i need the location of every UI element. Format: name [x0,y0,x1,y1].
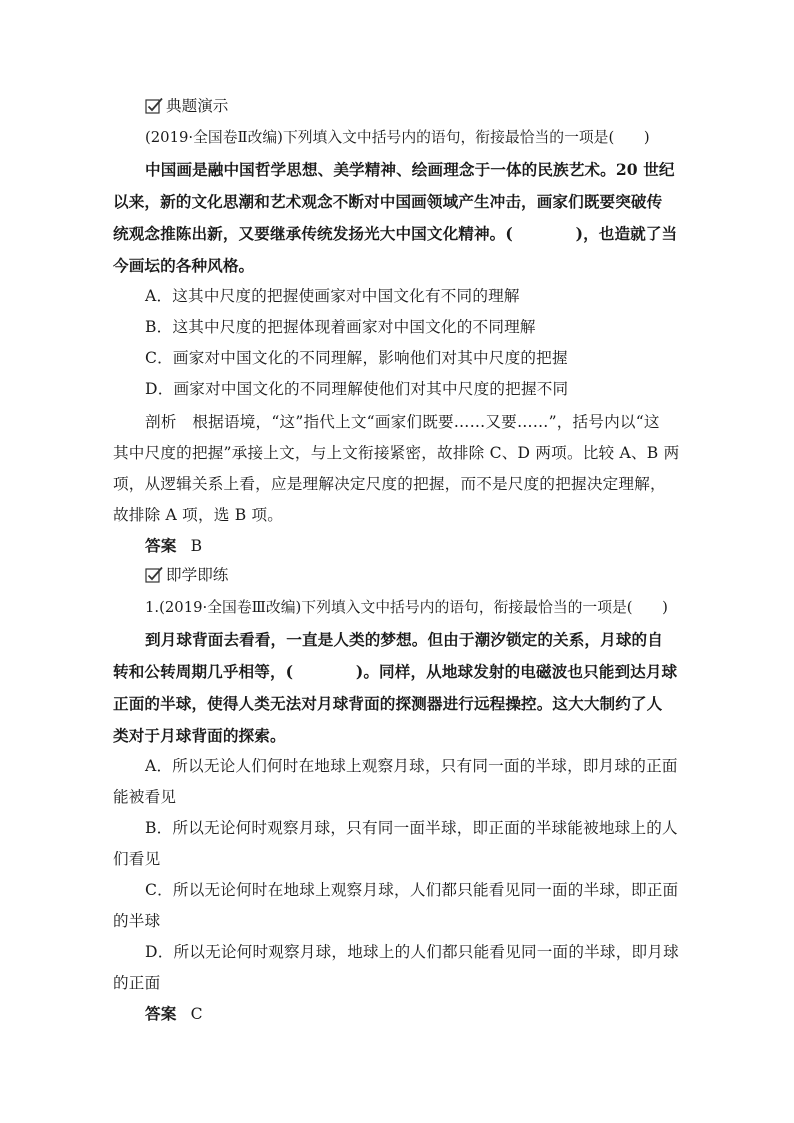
option-d: D．画家对中国文化的不同理解使他们对其中尺度的把握不同 [145,380,569,398]
question-stem: (2019·全国卷Ⅱ改编)下列填入文中括号内的语句，衔接最恰当的一项是( ) [145,129,650,146]
option-a-cont: 能被看见 [113,788,177,806]
answer-row [145,1004,203,1024]
analysis-line: 剖析 根据语境，“这”指代上文“画家们既要……又要……”，括号内以“这 [145,413,660,431]
answer-row [145,536,202,556]
analysis-line: 故排除 A 项，选 B 项。 [113,506,284,524]
checkbox-checked-icon [145,97,163,115]
option-d: D．所以无论何时观察月球，地球上的人们都只能看见同一面的半球，即月球 [145,943,679,961]
analysis-line: 项，从逻辑关系上看，应是理解决定尺度的把握，而不是尺度的把握决定理解， [113,475,666,493]
option-c: C．所以无论何时在地球上观察月球，人们都只能看见同一面的半球，即正面 [145,881,679,899]
passage-line: 转和公转周期几乎相等，( )。同样，从地球发射的电磁波也只能到达月球 [113,662,678,681]
section-heading-practice [145,565,228,585]
answer-label: 答案 [145,536,177,555]
passage-line: 今画坛的各种风格。 [113,256,255,275]
option-b: B．所以无论何时观察月球，只有同一面半球，即正面的半球能被地球上的人 [145,819,678,837]
passage-line: 类对于月球背面的探索。 [113,726,286,745]
question-stem: 1.(2019·全国卷Ⅲ改编)下列填入文中括号内的语句，衔接最恰当的一项是( ) [145,599,668,616]
answer-value: C [190,1005,203,1023]
option-b: B．这其中尺度的把握体现着画家对中国文化的不同理解 [145,318,536,336]
section-heading-example [145,96,228,116]
section-heading-text: 即学即练 [166,566,229,584]
passage-line: 统观念推陈出新，又要继承传统发扬光大中国文化精神。( )，也造就了当 [113,224,678,243]
option-a: A．这其中尺度的把握使画家对中国文化有不同的理解 [145,287,520,305]
option-c-cont: 的半球 [113,912,161,930]
analysis-line: 其中尺度的把握”承接上文，与上文衔接紧密，故排除 C、D 两项。比较 A、B 两 [113,444,680,462]
answer-label: 答案 [145,1004,177,1023]
passage-line: 以来，新的文化思潮和艺术观念不断对中国画领域产生冲击，画家们既要突破传 [113,192,663,211]
checkbox-checked-icon [145,566,163,584]
option-a: A．所以无论人们何时在地球上观察月球，只有同一面的半球，即月球的正面 [145,757,678,775]
section-heading-text: 典题演示 [166,97,229,115]
answer-value: B [190,537,203,555]
passage-line: 中国画是融中国哲学思想、美学精神、绘画理念于一体的民族艺术。20 世纪 [145,160,675,179]
option-b-cont: 们看见 [113,850,161,868]
option-c: C．画家对中国文化的不同理解，影响他们对其中尺度的把握 [145,349,568,367]
passage-line: 正面的半球，使得人类无法对月球背面的探测器进行远程操控。这大大制约了人 [113,694,663,713]
option-d-cont: 的正面 [113,974,161,992]
passage-line: 到月球背面去看看，一直是人类的梦想。但由于潮汐锁定的关系，月球的自 [145,630,663,649]
